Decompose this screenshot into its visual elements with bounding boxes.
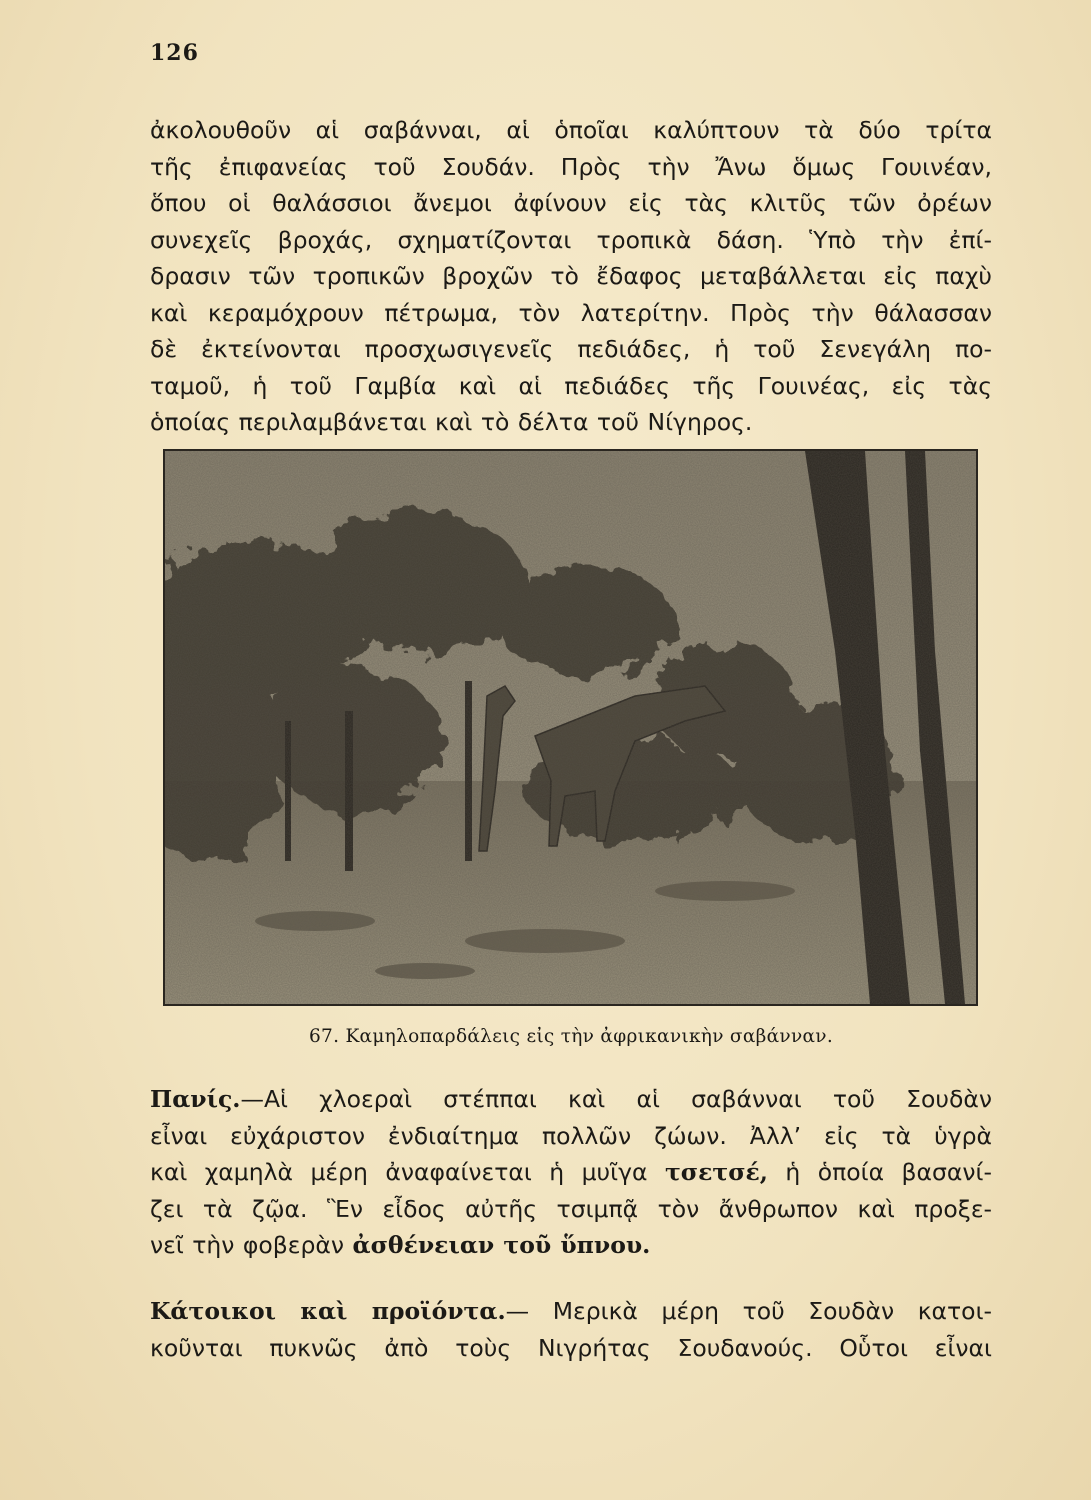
text-line: ὁποίας περιλαμβάνεται καὶ τὸ δέλτα τοῦ Νίγηρος.	[150, 408, 753, 436]
text-line: ὅπου οἱ θαλάσσιοι ἄνεμοι ἀφίνουν εἰς τὰς κλιτῦς τῶν ὀρέων	[150, 189, 992, 217]
text-line: ζει τὰ ζῷα. Ἓν εἶδος αὐτῆς τσιμπᾷ τὸν ἄνθρωπον καὶ προξε-	[150, 1194, 992, 1223]
text-line: δρασιν τῶν τροπικῶν βροχῶν τὸ ἔδαφος μεταβάλλεται εἰς παχὺ	[150, 262, 992, 290]
text-line: τῆς ἐπιφανείας τοῦ Σουδάν. Πρὸς τὴν Ἄνω ὅμως Γουινέαν,	[150, 152, 992, 181]
section-heading-inhabitants: Κάτοικοι καὶ προϊόντα.	[150, 1297, 506, 1325]
photo-illustration	[165, 451, 976, 1004]
text-line	[150, 1293, 992, 1330]
paragraph-inhabitants	[150, 1293, 992, 1366]
text-line: ἀκολουθοῦν αἱ σαβάνναι, αἱ ὁποῖαι καλύπτουν τὰ δύο τρίτα	[150, 116, 992, 144]
page-number: 126	[150, 40, 199, 66]
emphasized-term: τσετσέ,	[664, 1158, 768, 1186]
text-segment: —Αἱ χλοεραὶ στέππαι καὶ αἱ σαβάνναι τοῦ Σουδὰν	[240, 1085, 992, 1113]
text-line: κοῦνται πυκνῶς ἀπὸ τοὺς Νιγρήτας Σουδανούς. Οὗτοι εἶναι	[150, 1333, 992, 1362]
section-heading-fauna: Πανίς.	[150, 1085, 241, 1113]
text-line: εἶναι εὐχάριστον ἐνδιαίτημα πολλῶν ζώων. Ἀλλ’ εἰς τὰ ὑγρὰ	[150, 1121, 992, 1150]
text-line: καὶ κεραμόχρουν πέτρωμα, τὸν λατερίτην. Πρὸς τὴν θάλασσαν	[150, 298, 992, 327]
text-line	[150, 1081, 992, 1118]
text-segment: νεῖ τὴν φοβερὰν	[150, 1231, 345, 1259]
text-segment: ἡ ὁποία βασανί-	[785, 1158, 992, 1186]
text-line: συνεχεῖς βροχάς, σχηματίζονται τροπικὰ δάση. Ὑπὸ τὴν ἐπί-	[150, 225, 992, 254]
figure-caption: 67. Καμηλοπαρδάλεις εἰς τὴν ἀφρικανικὴν σαβάνναν.	[308, 1026, 834, 1047]
text-line	[150, 1227, 992, 1264]
paragraph-fauna	[150, 1081, 992, 1264]
emphasized-term: ἀσθένειαν τοῦ ὕπνου.	[352, 1231, 651, 1259]
text-line	[150, 1154, 992, 1191]
giraffe-savanna-photo	[163, 449, 978, 1006]
text-segment: — Μερικὰ μέρη τοῦ Σουδὰν κατοι-	[505, 1297, 992, 1325]
paragraph-savannas	[150, 112, 992, 441]
text-line: δὲ ἐκτείνονται προσχωσιγενεῖς πεδιάδες, ἡ τοῦ Σενεγάλη πο-	[150, 335, 992, 363]
text-segment: καὶ χαμηλὰ μέρη ἀναφαίνεται ἡ μυῖγα	[150, 1158, 648, 1186]
text-line: ταμοῦ, ἡ τοῦ Γαμβία καὶ αἱ πεδιάδες τῆς Γουινέας, εἰς τὰς	[150, 371, 992, 400]
